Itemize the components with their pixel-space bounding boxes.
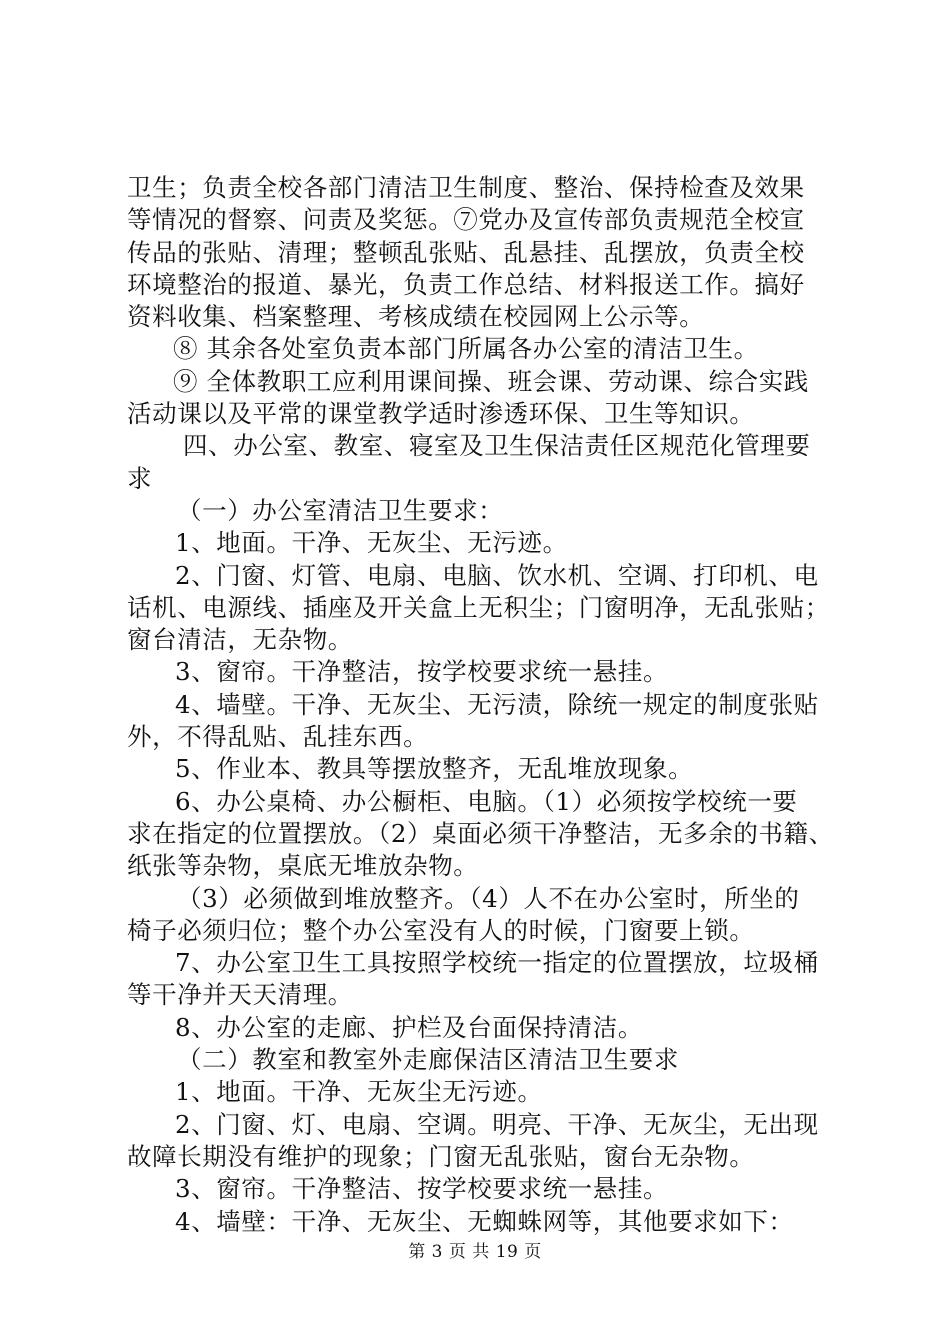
text-line: （二）教室和教室外走廊保洁区清洁卫生要求 <box>177 1045 679 1075</box>
text-line: （3）必须做到堆放整齐。（4）人不在办公室时，所坐的 <box>177 883 800 913</box>
text-line: 1、地面。干净、无灰尘无污迹。 <box>175 1077 543 1107</box>
text-line: 5、作业本、教具等摆放整齐，无乱堆放现象。 <box>175 754 694 784</box>
text-line: 7、办公室卫生工具按照学校统一指定的位置摆放，垃圾桶 <box>175 948 819 978</box>
text-line: 等干净并天天清理。 <box>127 980 353 1010</box>
text-line: 3、窗帘。干净整洁，按学校要求统一悬挂。 <box>175 657 669 687</box>
text-line: ⑧ 其余各处室负责本部门所属各办公室的清洁卫生。 <box>173 334 759 364</box>
text-line: 8、办公室的走廊、护栏及台面保持清洁。 <box>175 1012 643 1042</box>
text-line: 4、墙壁。干净、无灰尘、无污渍，除统一规定的制度张贴 <box>175 689 819 719</box>
text-line: 故障长期没有维护的现象；门窗无乱张贴，窗台无杂物。 <box>127 1141 755 1171</box>
text-line: 纸张等杂物，桌底无堆放杂物。 <box>127 851 479 881</box>
text-line: 活动课以及平常的课堂教学适时渗透环保、卫生等知识。 <box>127 399 755 429</box>
text-line: （一）办公室清洁卫生要求： <box>177 495 504 525</box>
text-line: 1、地面。干净、无灰尘、无污迹。 <box>175 528 568 558</box>
text-line: 等情况的督察、问责及奖惩。⑦党办及宣传部负责规范全校宣 <box>127 205 805 235</box>
document-body <box>127 172 839 1238</box>
text-line: 环境整治的报道、暴光，负责工作总结、材料报送工作。搞好 <box>127 269 805 299</box>
text-line: 4、墙壁：干净、无灰尘、无蜘蛛网等，其他要求如下： <box>175 1206 794 1236</box>
text-line: ⑨ 全体教职工应利用课间操、班会课、劳动课、综合实践 <box>173 366 809 396</box>
text-line: 四、办公室、教室、寝室及卫生保洁责任区规范化管理要 <box>183 431 811 461</box>
text-line: 求 <box>127 463 153 493</box>
text-line: 求在指定的位置摆放。（2）桌面必须干净整洁，无多余的书籍、 <box>127 818 834 848</box>
text-line: 资料收集、档案整理、考核成绩在校园网上公示等。 <box>127 302 705 332</box>
text-line: 6、办公桌椅、办公橱柜、电脑。（1）必须按学校统一要 <box>175 786 798 816</box>
text-line: 卫生；负责全校各部门清洁卫生制度、整治、保持检查及效果 <box>127 173 805 202</box>
page-footer: 第 3 页 共 19 页 <box>408 1242 542 1262</box>
text-line: 话机、电源线、插座及开关盒上无积尘；门窗明净，无乱张贴； <box>127 592 830 622</box>
text-line: 传品的张贴、清理；整顿乱张贴、乱悬挂、乱摆放，负责全校 <box>127 237 805 267</box>
text-line: 椅子必须归位；整个办公室没有人的时候，门窗要上锁。 <box>127 915 755 945</box>
text-line: 窗台清洁，无杂物。 <box>127 625 353 655</box>
text-line: 2、门窗、灯、电扇、空调。明亮、干净、无灰尘，无出现 <box>175 1109 819 1139</box>
text-line: 外，不得乱贴、乱挂东西。 <box>127 722 429 752</box>
text-line: 3、窗帘。干净整洁、按学校要求统一悬挂。 <box>175 1174 669 1204</box>
text-line: 2、门窗、灯管、电扇、电脑、饮水机、空调、打印机、电 <box>175 560 819 590</box>
